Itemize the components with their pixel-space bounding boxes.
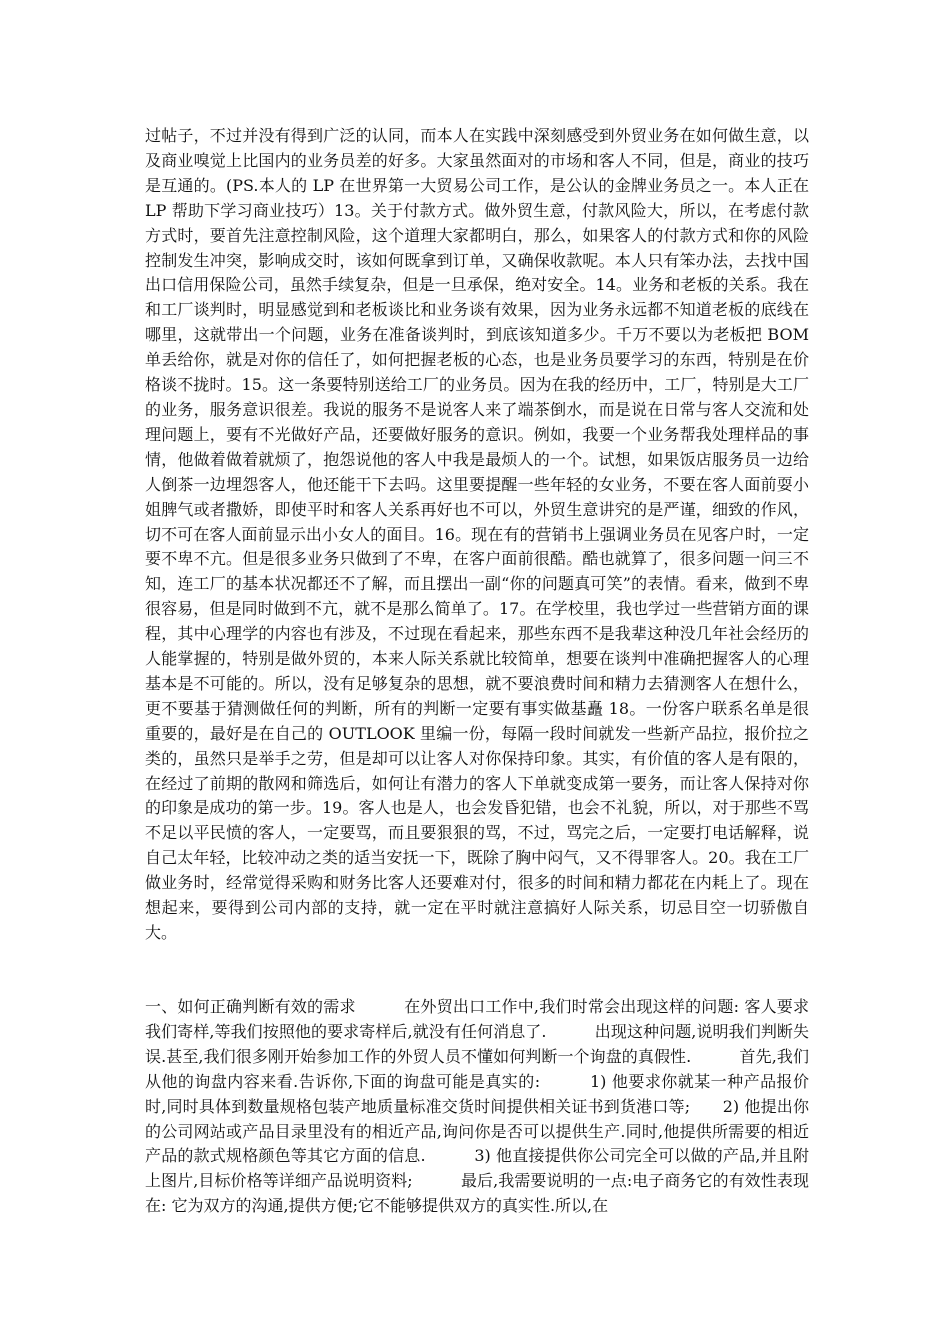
body-paragraph: 过帖子，不过并没有得到广泛的认同，而本人在实践中深刻感受到外贸业务在如何做生意，以及商业嗅觉上比国内的业务员差的好多。大家虽然面对的市场和客人不同，但是，商业的技巧是互通的。(PS.本人的 LP 在世界第一大贸易公司工作，是公认的金牌业务员之一。本人正在 LP 帮助下学习商业技巧）13。关于付款方式。做外贸生意，付款风险大，所以，在考虑付款方式时，要首先注意控制风险，这个道理大家都明白，那么，如果客人的付款方式和你的风险控制发生冲突，影响成交时，该如何既拿到订单，又确保收款呢。本人只有笨办法，去找中国出口信用保险公司，虽然手续复杂，但是一旦承保，绝对安全。14。业务和老板的关系。我在和工厂谈判时，明显感觉到和老板谈比和业务谈有效果，因为业务永远都不知道老板的底线在哪里，这就带出一个问题，业务在准备谈判时，到底该知道多少。千万不要以为老板把 BOM 单丢给你，就是对你的信任了，如何把握老板的心态，也是业务员要学习的东西，特别是在价格谈不拢时。15。这一条要特别送给工厂的业务员。因为在我的经历中，工厂，特别是大工厂的业务，服务意识很差。我说的服务不是说客人来了端茶倒水，而是说在日常与客人交流和处理问题上，要有不光做好产品，还要做好服务的意识。例如，我要一个业务帮我处理样品的事情，他做着做着就烦了，抱怨说他的客人中我是最烦人的一个。试想，如果饭店服务员一边给人倒茶一边埋怨客人，他还能干下去吗。这里要提醒一些年轻的女业务，不要在客人面前耍小姐脾气或者撒娇，即使平时和客人关系再好也不可以，外贸生意讲究的是严谨，细致的作风，切不可在客人面前显示出小女人的面目。16。现在有的营销书上强调业务员在见客户时，一定要不卑不亢。但是很多业务只做到了不卑，在客户面前很酷。酷也就算了，很多问题一问三不知，连工厂的基本状况都还不了解，而且摆出一副“你的问题真可笑”的表情。看来，做到不卑很容易，但是同时做到不亢，就不是那么简单了。17。在学校里，我也学过一些营销方面的课程，其中心理学的内容也有涉及，不过现在看起来，那些东西不是我辈这种没几年社会经历的人能掌握的，特别是做外贸的，本来人际关系就比较简单，想要在谈判中准确把握客人的心理基本是不可能的。所以，没有足够复杂的思想，就不要浪费时间和精力去猜测客人在想什么，更不要基于猜测做任何的判断，所有的判断一定要有事实做基矗 18。一份客户联系名单是很重要的，最好是在自己的 OUTLOOK 里编一份，每隔一段时间就发一些新产品拉，报价拉之类的，虽然只是举手之劳，但是却可以让客人对你保持印象。其实，有价值的客人是有限的，在经过了前期的散网和筛选后，如何让有潜力的客人下单就变成第一要务，而让客人保持对你的印象是成功的第一步。19。客人也是人，也会发昏犯错，也会不礼貌，所以，对于那些不骂不足以平民愤的客人，一定要骂，而且要狠狠的骂，不过，骂完之后，一定要打电话解释，说自己太年轻，比较冲动之类的适当安抚一下，既除了胸中闷气，又不得罪客人。20。我在工厂做业务时，经常觉得采购和财务比客人还要难对付，很多的时间和精力都花在内耗上了。现在想起来，要得到公司内部的支持，就一定在平时就注意搞好人际关系，切忌目空一切骄傲自大。 [145,126,815,942]
body-paragraph: 一、如何正确判断有效的需求 在外贸出口工作中,我们时常会出现这样的问题: 客人要求我们寄样,等我们按照他的要求寄样后,就没有任何消息了. 出现这种问题,说明我们判断失误.甚至,我们很多刚开始参加工作的外贸人员不懂如何判断一个询盘的真假性. 首先,我们从他的询盘内容来看.告诉你,下面的询盘可能是真实的: 1) 他要求你就某一种产品报价时,同时具体到数量规格包装产地质量标准交货时间提供相关证书到货港口等; 2) 他提出你的公司网站或产品目录里没有的相近产品,询问你是否可以提供生产.同时,他提供所需要的相近产品的款式规格颜色等其它方面的信息. 3) 他直接提供你公司完全可以做的产品,并且附上图片,目标价格等详细产品说明资料; 最后,我需要说明的一点:电子商务它的有效性表现在: 它为双方的沟通,提供方便;它不能够提供双方的真实性.所以,在 [145,997,809,1216]
